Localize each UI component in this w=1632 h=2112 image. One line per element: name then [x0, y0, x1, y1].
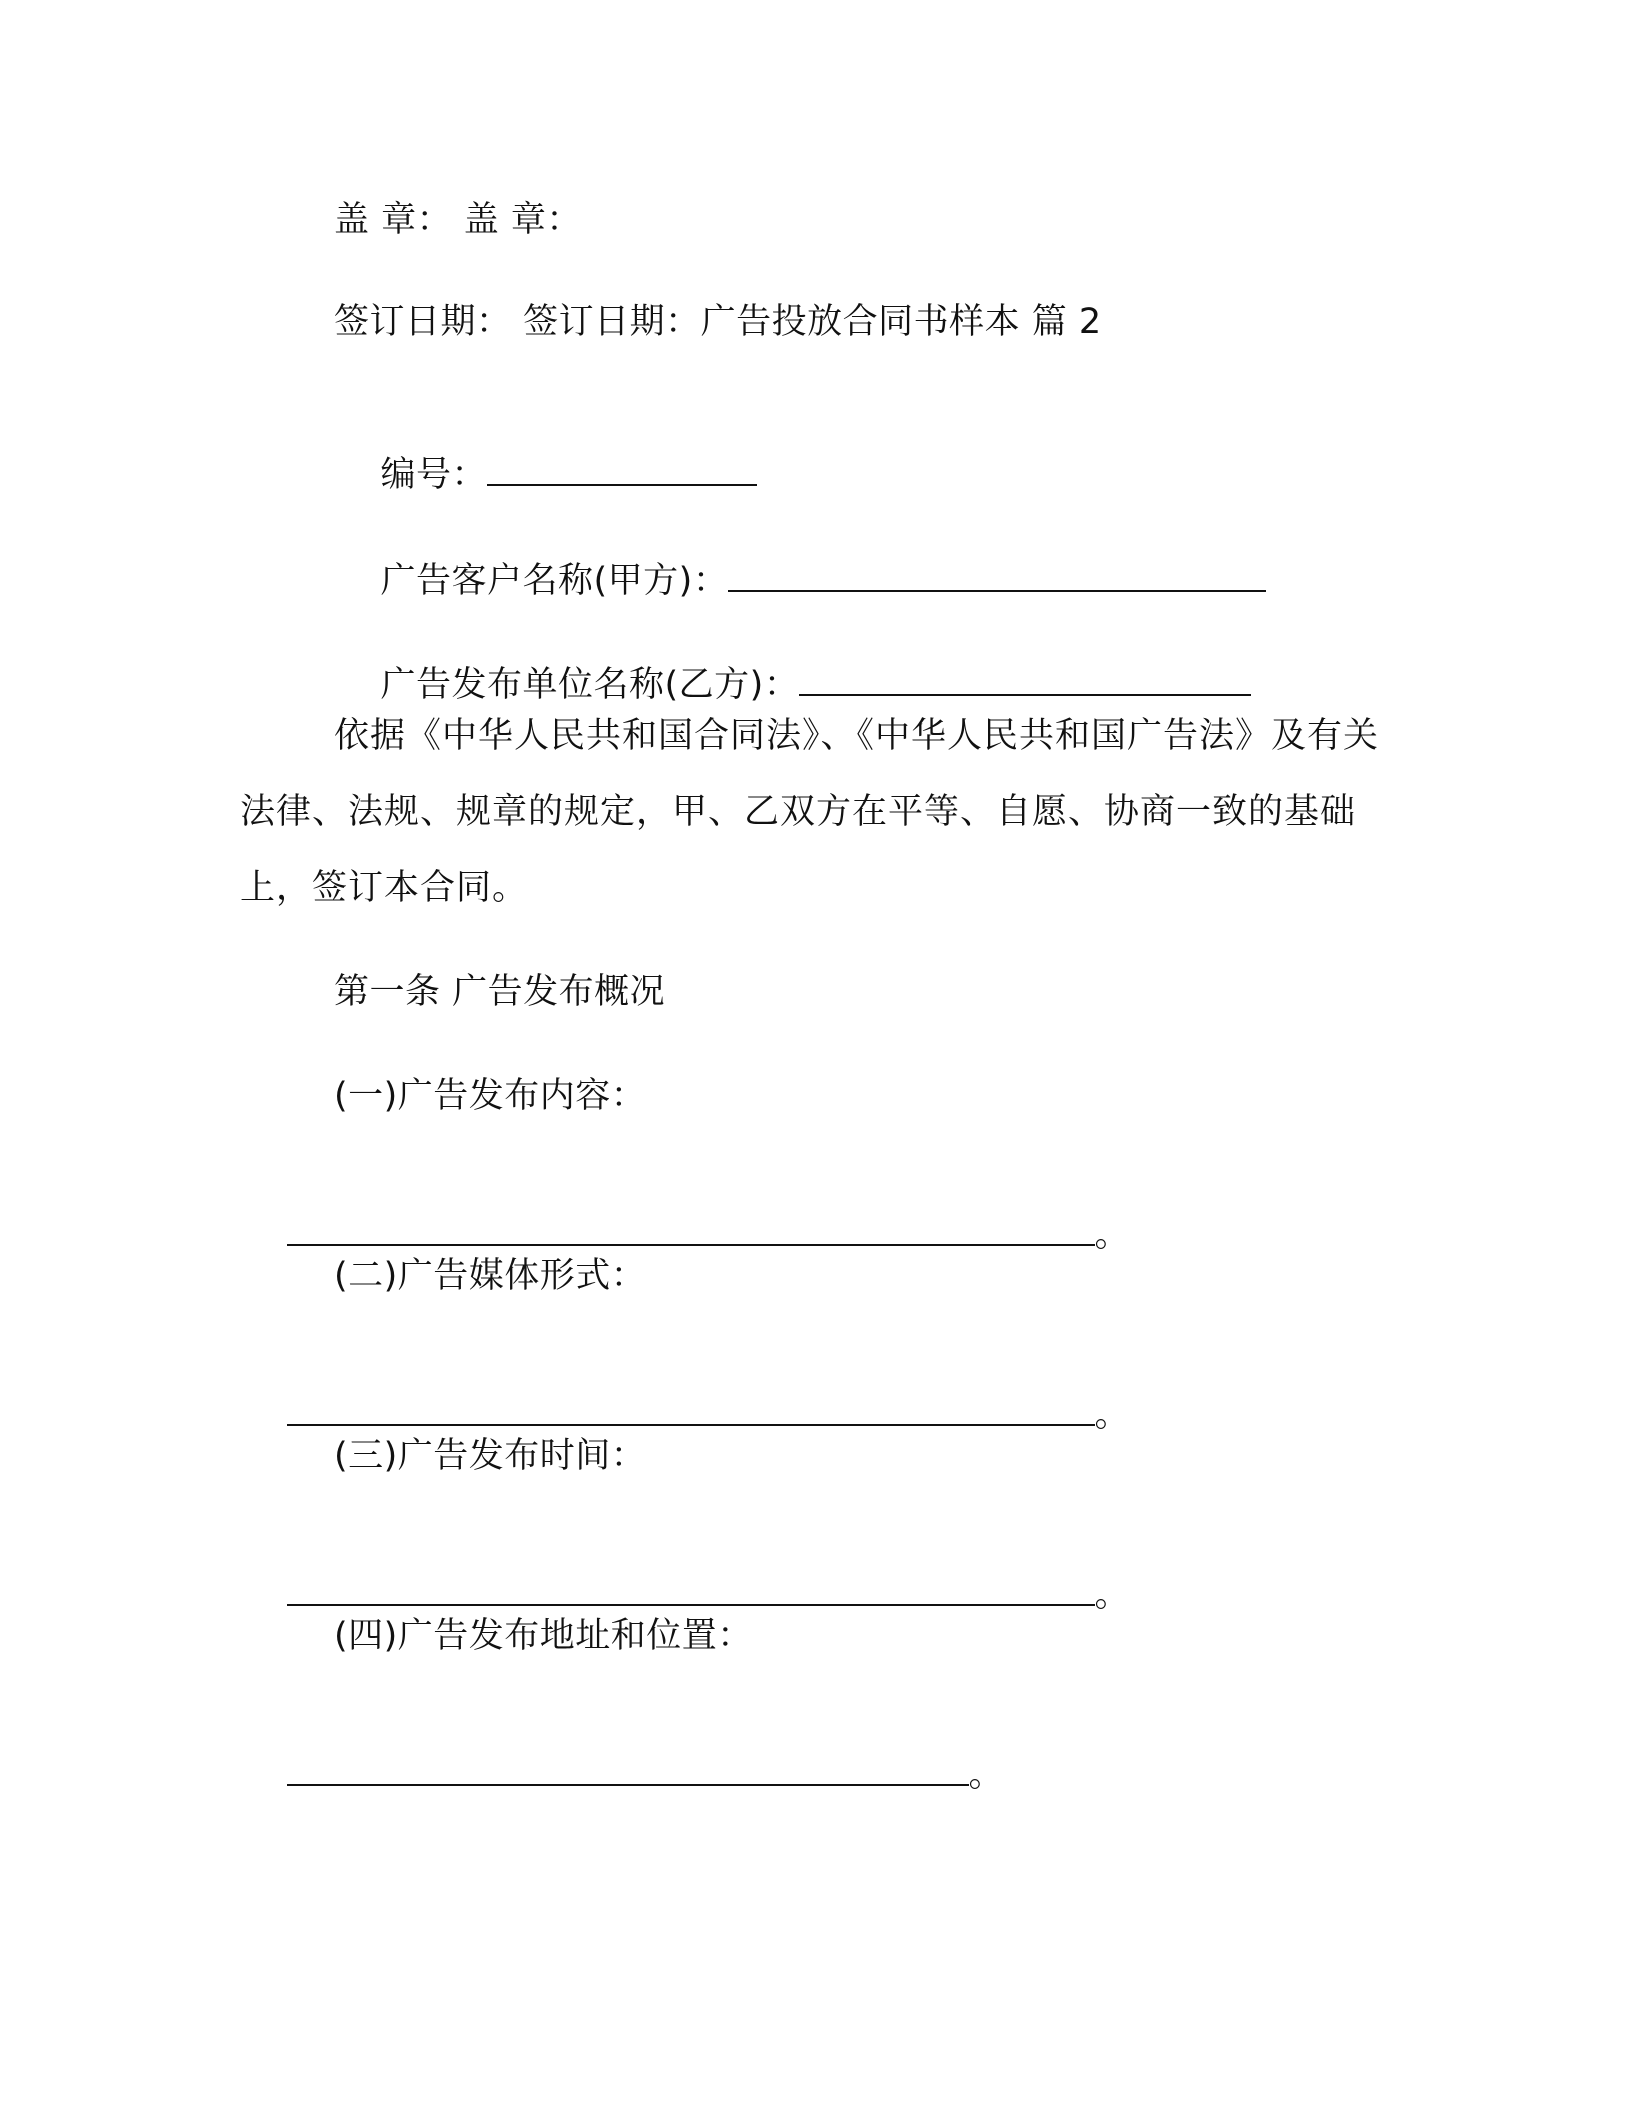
item-1-label: (一)广告发布内容：: [334, 1076, 647, 1116]
article-one-heading: 第一条 广告发布概况: [334, 972, 666, 1012]
seal-line: 盖 章： 盖 章：: [334, 200, 582, 240]
item-3-blank: [287, 1570, 1095, 1606]
item-4-blank: [287, 1750, 969, 1786]
number-label: 编号：: [380, 455, 488, 495]
item-3-label: (三)广告发布时间：: [334, 1436, 647, 1476]
number-blank: [487, 450, 757, 486]
party-a-blank: [728, 556, 1266, 592]
item-4-period: 。: [968, 1755, 1005, 1795]
party-b-label: 广告发布单位名称(乙方)：: [380, 665, 800, 705]
item-2-period: 。: [1094, 1395, 1131, 1435]
item-4-label: (四)广告发布地址和位置：: [334, 1616, 753, 1656]
party-b-blank: [799, 660, 1251, 696]
item-2-blank: [287, 1390, 1095, 1426]
item-1-period: 。: [1094, 1215, 1131, 1255]
preamble-text: 依据《中华人民共和国合同法》、《中华人民共和国广告法》及有关法律、法规、规章的规定，甲、乙双方在平等、自愿、协商一致的基础上，签订本合同。: [240, 716, 1380, 908]
item-1-blank: [287, 1210, 1095, 1246]
signing-date-line: 签订日期： 签订日期：广告投放合同书样本 篇 2: [334, 302, 1102, 342]
party-a-label: 广告客户名称(甲方)：: [380, 561, 729, 601]
preamble-paragraph: [240, 698, 1400, 926]
item-4-fill-line: [240, 1702, 1004, 1847]
item-3-period: 。: [1094, 1575, 1131, 1615]
item-2-label: (二)广告媒体形式：: [334, 1256, 647, 1296]
